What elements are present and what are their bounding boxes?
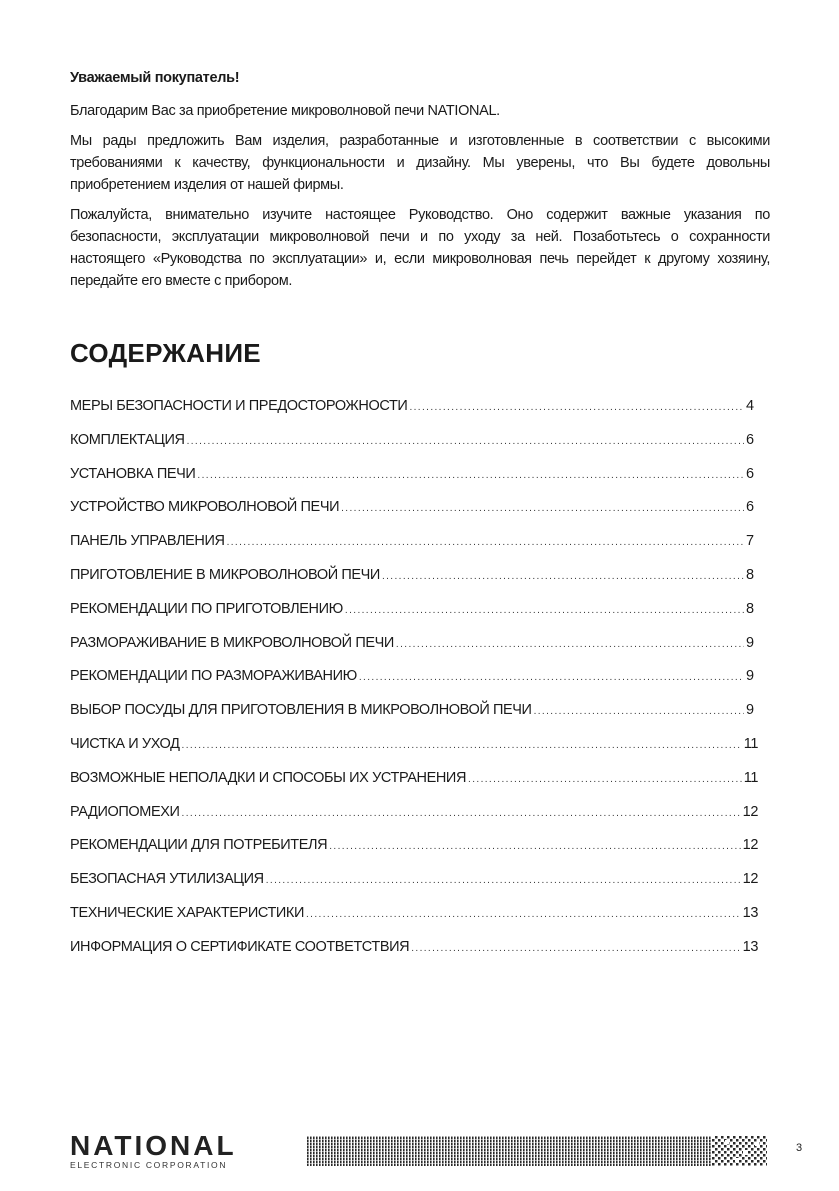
toc-dot-leader — [227, 537, 744, 548]
toc-entry[interactable] — [70, 702, 758, 736]
brand-logo — [70, 1130, 280, 1170]
toc-entry[interactable] — [70, 533, 758, 567]
toc-dot-leader — [396, 639, 744, 650]
toc-entry-page: 13 — [742, 938, 758, 955]
toc-entry-page: 9 — [746, 634, 754, 651]
intro-section — [70, 68, 770, 300]
toc-entry-label: УСТРОЙСТВО МИКРОВОЛНОВОЙ ПЕЧИ — [70, 499, 340, 516]
brand-logo-subtitle: ELECTRONIC CORPORATION — [70, 1160, 228, 1170]
toc-entry-label: ВОЗМОЖНЫЕ НЕПОЛАДКИ И СПОСОБЫ ИХ УСТРАНЕНИЯ — [70, 769, 467, 786]
toc-dot-leader — [266, 875, 741, 886]
toc-entry-label: ПРИГОТОВЛЕНИЕ В МИКРОВОЛНОВОЙ ПЕЧИ — [70, 566, 380, 583]
toc-entry[interactable] — [70, 770, 758, 804]
toc-entry[interactable] — [70, 466, 758, 500]
toc-entry-label: РЕКОМЕНДАЦИИ ПО РАЗМОРАЖИВАНИЮ — [70, 668, 357, 685]
toc-dot-leader — [411, 943, 740, 954]
toc-dot-leader — [182, 740, 742, 751]
toc-entry-page: 4 — [746, 398, 754, 414]
toc-entry[interactable] — [70, 736, 758, 770]
toc-entry[interactable] — [70, 668, 758, 702]
toc-entry-label: РЕКОМЕНДАЦИИ ПО ПРИГОТОВЛЕНИЮ — [70, 600, 343, 617]
toc-entry-label: ПАНЕЛЬ УПРАВЛЕНИЯ — [70, 533, 225, 550]
toc-entry[interactable] — [70, 567, 758, 601]
toc-entry-page: 11 — [743, 769, 758, 786]
intro-paragraph: Мы рады предложить Вам изделия, разработанные и изготовленные в соответствии с высокими требованиями к качеству, функциональности и дизайну. Мы уверены, что Вы будете довольны приобретением изделия от нашей фирмы. — [70, 133, 770, 193]
toc-dot-leader — [382, 571, 744, 582]
toc-dot-leader — [306, 909, 741, 920]
toc-entry-label: МЕРЫ БЕЗОПАСНОСТИ И ПРЕДОСТОРОЖНОСТИ — [70, 398, 408, 414]
toc-entry-label: РАЗМОРАЖИВАНИЕ В МИКРОВОЛНОВОЙ ПЕЧИ — [70, 634, 394, 651]
brand-logo-wordmark: NATIONAL — [70, 1130, 237, 1161]
toc-entry[interactable] — [70, 804, 758, 838]
toc-entry-label: ТЕХНИЧЕСКИЕ ХАРАКТЕРИСТИКИ — [70, 904, 304, 921]
page-number: 3 — [796, 1142, 803, 1154]
toc-entry[interactable] — [70, 499, 758, 533]
toc-entry-page: 9 — [746, 668, 754, 685]
toc-entry[interactable] — [70, 635, 758, 669]
toc-dot-leader — [329, 841, 740, 852]
toc-entry[interactable] — [70, 939, 758, 973]
table-of-contents — [70, 398, 758, 973]
toc-entry[interactable] — [70, 601, 758, 635]
toc-entry-page: 9 — [746, 702, 754, 719]
toc-entry-page: 6 — [746, 465, 754, 482]
toc-entry-page: 12 — [742, 837, 758, 854]
toc-dot-leader — [345, 605, 744, 616]
toc-entry[interactable] — [70, 432, 758, 466]
toc-entry-label: РЕКОМЕНДАЦИИ ДЛЯ ПОТРЕБИТЕЛЯ — [70, 837, 328, 854]
toc-dot-leader — [197, 470, 744, 481]
toc-dot-leader — [409, 402, 744, 413]
toc-entry-label: БЕЗОПАСНАЯ УТИЛИЗАЦИЯ — [70, 871, 264, 888]
toc-dot-leader — [341, 503, 744, 514]
toc-entry-page: 6 — [746, 431, 754, 448]
greeting-heading: Уважаемый покупатель! — [70, 70, 240, 86]
toc-dot-leader — [187, 436, 744, 447]
toc-entry[interactable] — [70, 398, 758, 432]
toc-entry-page: 13 — [742, 904, 758, 921]
toc-dot-leader — [468, 774, 742, 785]
decorative-pixel-bar — [307, 1136, 767, 1166]
toc-title: СОДЕРЖАНИЕ — [70, 338, 261, 368]
toc-entry-page: 12 — [742, 803, 758, 820]
toc-entry-page: 7 — [746, 533, 754, 550]
toc-dot-leader — [534, 706, 744, 717]
toc-dot-leader — [359, 672, 744, 683]
intro-paragraph: Благодарим Вас за приобретение микроволновой печи NATIONAL. — [70, 103, 500, 119]
toc-entry-page: 8 — [746, 566, 754, 583]
toc-entry[interactable] — [70, 905, 758, 939]
toc-entry-label: УСТАНОВКА ПЕЧИ — [70, 465, 196, 482]
toc-entry-label: ВЫБОР ПОСУДЫ ДЛЯ ПРИГОТОВЛЕНИЯ В МИКРОВОЛНОВОЙ ПЕЧИ — [70, 702, 532, 719]
toc-entry-page: 8 — [746, 600, 754, 617]
toc-entry[interactable] — [70, 837, 758, 871]
toc-entry-page: 12 — [742, 871, 758, 888]
toc-entry-label: ЧИСТКА И УХОД — [70, 735, 180, 752]
toc-entry-page: 11 — [743, 735, 758, 752]
toc-entry-label: ИНФОРМАЦИЯ О СЕРТИФИКАТЕ СООТВЕТСТВИЯ — [70, 938, 410, 955]
intro-paragraph: Пожалуйста, внимательно изучите настоящее Руководство. Оно содержит важные указания по безопасности, эксплуатации микроволновой печи и по уходу за ней. Позаботьтесь о сохранности настоящего «Руководства по эксплуатации» и, если микроволновая печь перейдет к другому хозяину, передайте его вместе с прибором. — [70, 207, 770, 289]
toc-entry-page: 6 — [746, 499, 754, 516]
toc-entry-label: КОМПЛЕКТАЦИЯ — [70, 431, 185, 448]
toc-dot-leader — [182, 808, 741, 819]
toc-entry[interactable] — [70, 871, 758, 905]
toc-entry-label: РАДИОПОМЕХИ — [70, 803, 180, 820]
